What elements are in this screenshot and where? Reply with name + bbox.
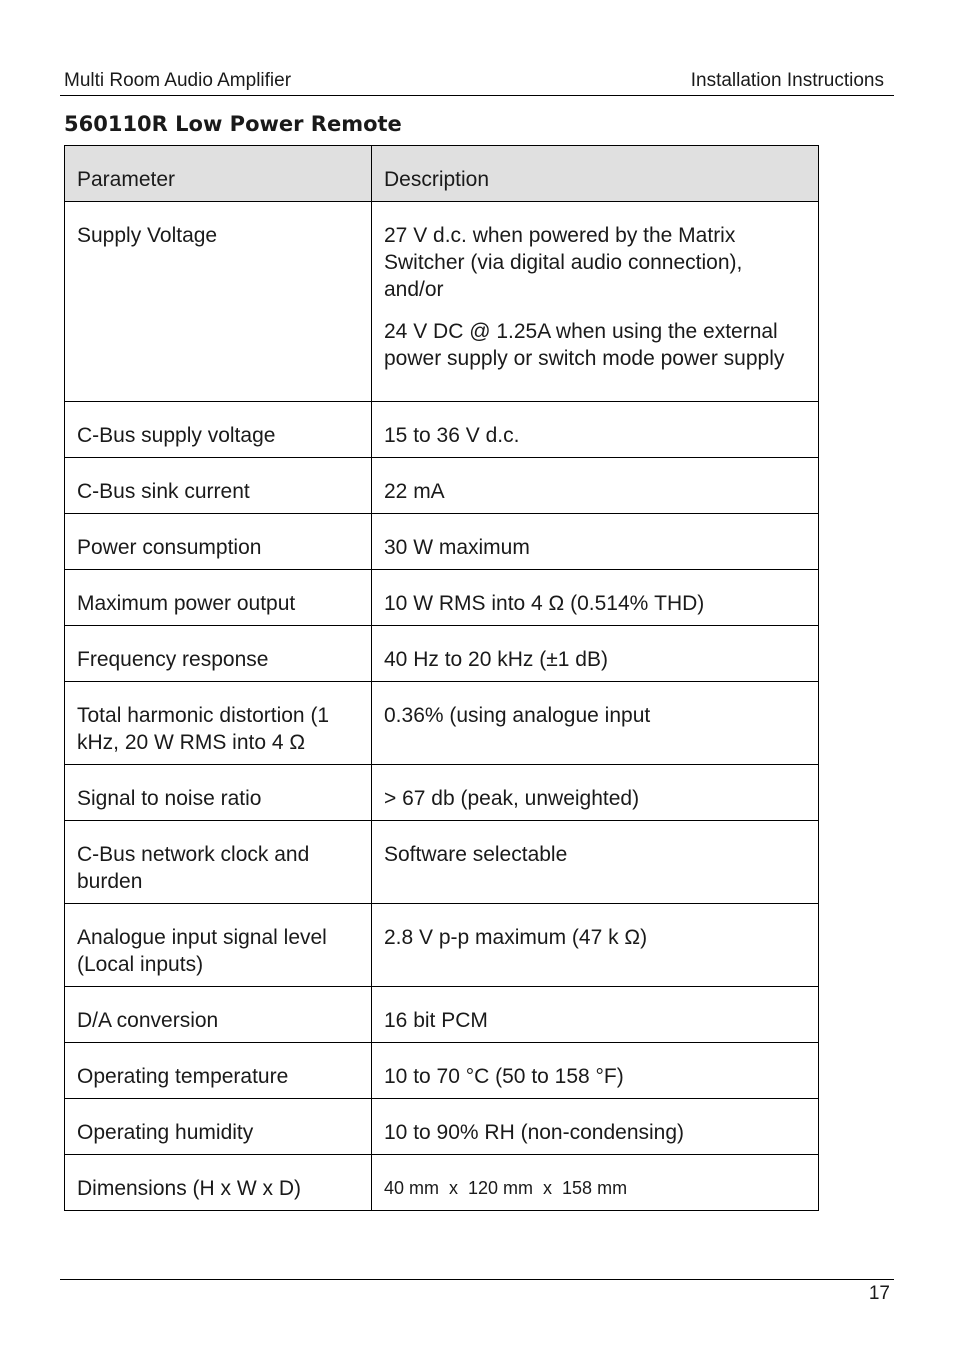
param-cell: Analogue input signal level (Local inputs) bbox=[65, 904, 372, 987]
param-cell: C-Bus sink current bbox=[65, 458, 372, 514]
param-cell: Dimensions (H x W x D) bbox=[65, 1155, 372, 1211]
desc-cell: 15 to 36 V d.c. bbox=[372, 402, 819, 458]
desc-cell: 40 Hz to 20 kHz (±1 dB) bbox=[372, 626, 819, 682]
table-row bbox=[65, 458, 819, 514]
desc-cell: Software selectable bbox=[372, 821, 819, 904]
table-row bbox=[65, 821, 819, 904]
table-row bbox=[65, 1155, 819, 1211]
table-row bbox=[65, 202, 819, 402]
desc-cell: 0.36% (using analogue input bbox=[372, 682, 819, 765]
param-cell: Operating temperature bbox=[65, 1043, 372, 1099]
table-row bbox=[65, 765, 819, 821]
table-row bbox=[65, 1099, 819, 1155]
param-cell: Total harmonic distortion (1 kHz, 20 W RMS into 4 Ω bbox=[65, 682, 372, 765]
param-cell: Power consumption bbox=[65, 514, 372, 570]
table-row bbox=[65, 682, 819, 765]
desc-cell bbox=[372, 202, 819, 402]
param-cell: C-Bus network clock and burden bbox=[65, 821, 372, 904]
desc-line: 27 V d.c. when powered by the Matrix Switcher (via digital audio connection), and/or bbox=[384, 224, 743, 301]
desc-cell: 10 to 90% RH (non-condensing) bbox=[372, 1099, 819, 1155]
desc-cell: 16 bit PCM bbox=[372, 987, 819, 1043]
param-cell: D/A conversion bbox=[65, 987, 372, 1043]
param-cell: Signal to noise ratio bbox=[65, 765, 372, 821]
section-title: 560110R Low Power Remote bbox=[64, 112, 402, 136]
table-row bbox=[65, 987, 819, 1043]
table-row bbox=[65, 570, 819, 626]
table-header-row bbox=[65, 146, 819, 202]
param-cell: Supply Voltage bbox=[65, 202, 372, 402]
footer-rule bbox=[60, 1279, 894, 1280]
param-cell: Frequency response bbox=[65, 626, 372, 682]
table-row bbox=[65, 514, 819, 570]
header-rule bbox=[60, 95, 894, 96]
param-cell: Maximum power output bbox=[65, 570, 372, 626]
desc-cell: 22 mA bbox=[372, 458, 819, 514]
table-row bbox=[65, 1043, 819, 1099]
desc-line: 24 V DC @ 1.25A when using the external power supply or switch mode power supply bbox=[384, 320, 785, 370]
table-row bbox=[65, 402, 819, 458]
spec-table bbox=[64, 145, 819, 1211]
header-left-title: Multi Room Audio Amplifier bbox=[64, 70, 292, 91]
header-cell-description: Description bbox=[372, 146, 819, 202]
header-cell-parameter: Parameter bbox=[65, 146, 372, 202]
desc-cell: > 67 db (peak, unweighted) bbox=[372, 765, 819, 821]
table-row bbox=[65, 626, 819, 682]
table-row bbox=[65, 904, 819, 987]
desc-cell: 10 to 70 °C (50 to 158 °F) bbox=[372, 1043, 819, 1099]
header-right-title: Installation Instructions bbox=[690, 70, 884, 91]
desc-cell: 2.8 V p-p maximum (47 k Ω) bbox=[372, 904, 819, 987]
desc-cell: 10 W RMS into 4 Ω (0.514% THD) bbox=[372, 570, 819, 626]
desc-cell: 30 W maximum bbox=[372, 514, 819, 570]
param-cell: Operating humidity bbox=[65, 1099, 372, 1155]
desc-cell: 40 mm x 120 mm x 158 mm bbox=[372, 1155, 819, 1211]
param-cell: C-Bus supply voltage bbox=[65, 402, 372, 458]
page-number: 17 bbox=[868, 1283, 890, 1304]
